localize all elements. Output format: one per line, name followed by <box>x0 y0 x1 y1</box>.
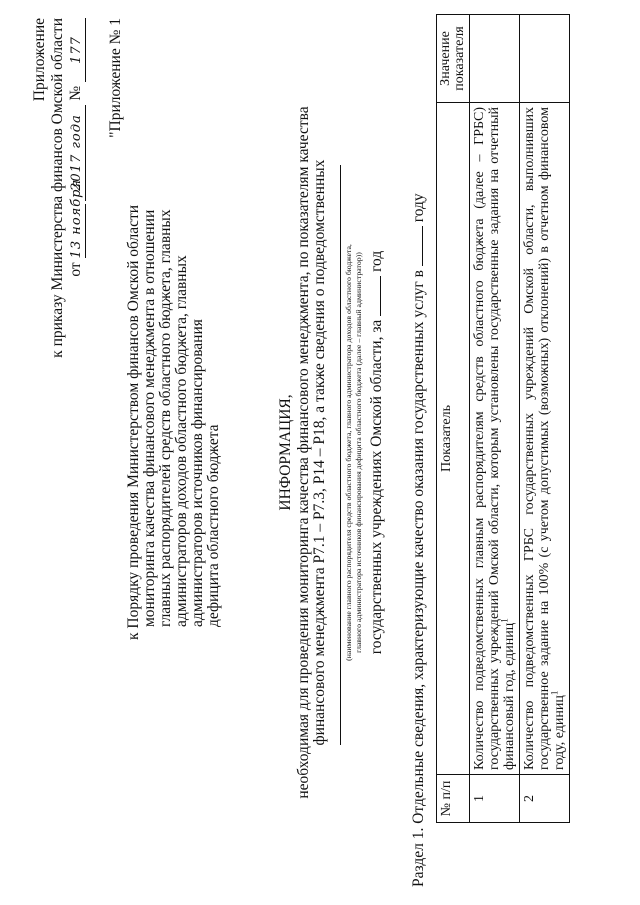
row-indicator-text: Количество подведомственных ГРБС государственных учреждений Омской области, выполнивших государственное задание на 100% (с учетом допустимых (возможных) отклонений) в отчетном финансовом году, единиц <box>522 107 567 770</box>
order-number-handwritten: 177 <box>69 18 86 82</box>
section-heading-suffix: году <box>410 193 427 223</box>
number-prefix: № <box>67 85 84 101</box>
row-value-cell[interactable] <box>470 15 520 103</box>
appendix1-line: к Порядку проведения Министерством финансов Омской области <box>125 204 142 640</box>
row-number: 1 <box>470 775 520 823</box>
period-line-suffix: год <box>368 250 385 272</box>
row-indicator <box>520 103 570 775</box>
column-header-number: № п/п <box>437 775 470 823</box>
entity-name-caption: (наименование главного распорядителя средств областного бюджета, главного администратора доходов областного бюджета, <box>344 244 353 661</box>
column-header-value: Значение показателя <box>437 15 470 103</box>
appendix1-line: администраторов источников финансирования <box>189 319 206 627</box>
column-header-indicator: Показатель <box>437 103 470 775</box>
section-heading <box>410 193 427 887</box>
date-prefix: от <box>67 262 84 277</box>
indicators-table <box>436 14 570 823</box>
order-date-line <box>68 18 86 277</box>
footnote-marker: 1 <box>499 618 510 623</box>
row-value-cell[interactable] <box>520 15 570 103</box>
title-line: финансового менеджмента Р7.1 – Р7.3, Р14 – Р18, а также сведения о подведомственных <box>311 159 328 746</box>
document-heading: ИНФОРМАЦИЯ, <box>277 394 294 511</box>
period-line <box>368 0 385 905</box>
section-heading-text: Раздел 1. Отдельные сведения, характеризующие качество оказания государственных услуг в <box>410 270 427 887</box>
footnote-marker: 1 <box>549 690 560 696</box>
year-blank <box>368 276 381 316</box>
appendix1-line: главных распорядителей средств областного бюджета, главных <box>157 209 174 627</box>
section-year-blank <box>410 226 423 266</box>
table-header-row <box>437 15 470 823</box>
table-row <box>470 15 520 823</box>
title-line: необходимая для проведения мониторинга качества финансового менеджмента, по показателям качества <box>295 106 312 799</box>
entity-name-underline <box>340 165 341 745</box>
table-row <box>520 15 570 823</box>
appendix-label: Приложение <box>31 18 48 102</box>
date-day-handwritten: 13 ноября <box>69 178 84 259</box>
row-indicator-text: Количество подведомственных главным распорядителям средств областного бюджета (далее – ГРБС) государственных учреждений Омской области, которым установлены государственные задания на отчетный финансовый год, единиц <box>472 107 517 770</box>
date-year-handwritten: 2017 года <box>69 105 86 201</box>
appendix1-line: администраторов доходов областного бюджета, главных <box>173 255 190 627</box>
appendix1-line: мониторинга качества финансового менеджмента в отношении <box>141 209 158 627</box>
appendix1-line: дефицита областного бюджета <box>205 424 222 627</box>
entity-name-caption: главного администратора источников финансирования дефицита областного бюджета (далее – главный администратор)) <box>354 252 363 653</box>
period-line-prefix: государственных учреждениях Омской области, за <box>368 319 385 655</box>
row-indicator <box>470 103 520 775</box>
order-line: к приказу Министерства финансов Омской области <box>49 18 66 358</box>
appendix1-title: "Приложение № 1 <box>107 18 124 138</box>
row-number: 2 <box>520 775 570 823</box>
